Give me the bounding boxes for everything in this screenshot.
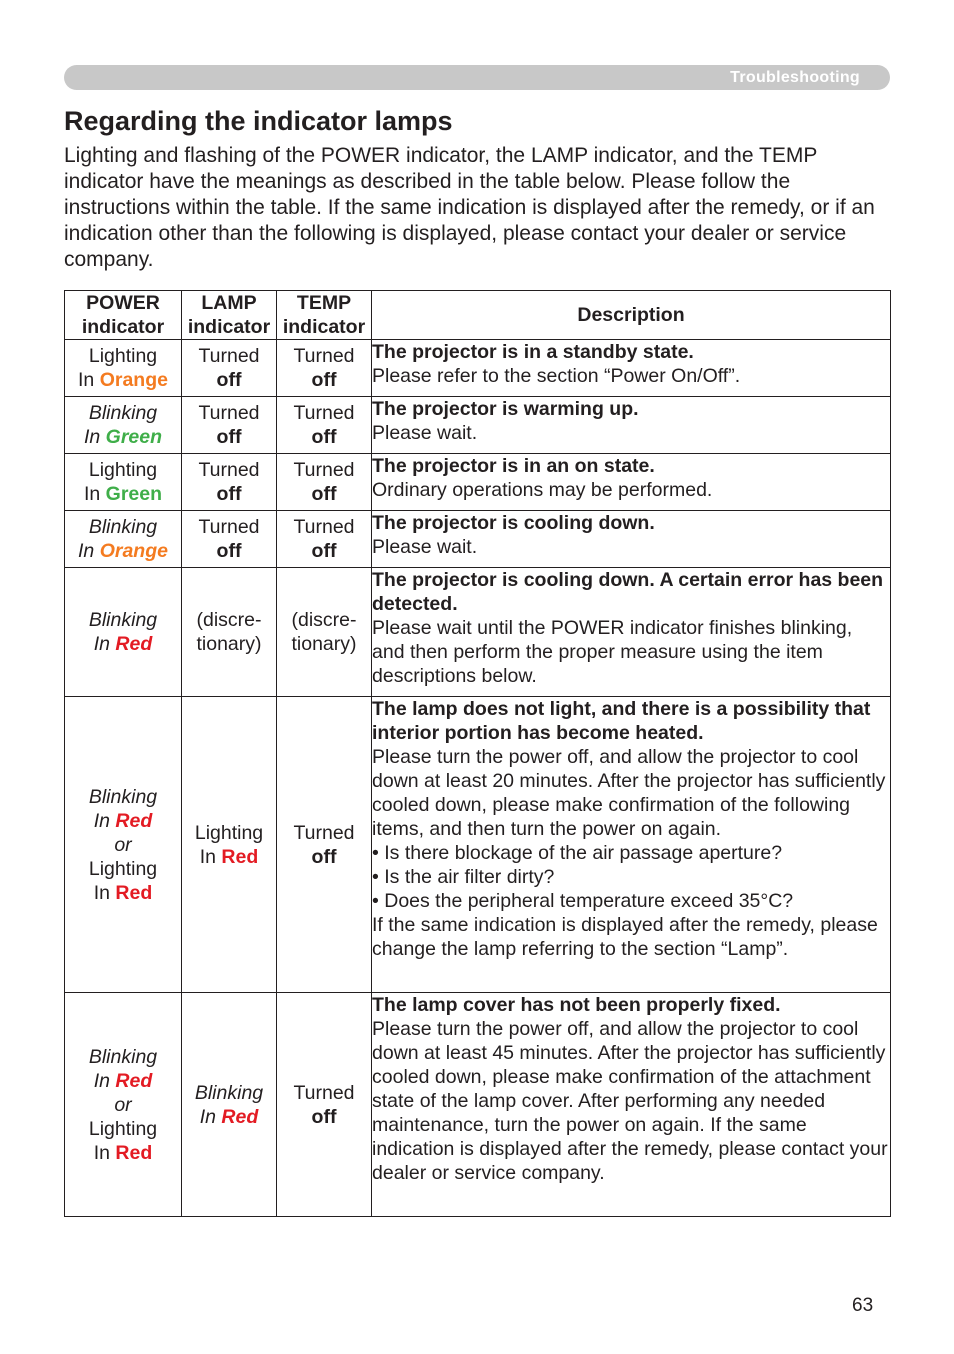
lamp-indicator-cell: Turned off	[182, 397, 277, 454]
column-header-temp: TEMP indicator	[277, 291, 372, 340]
description-body: Please wait.	[372, 422, 478, 444]
description-heading: The projector is warming up.	[372, 398, 639, 420]
description-body: Please turn the power off, and allow the projector to cool down at least 45 minutes. After the projector has sufficiently cooled down, please make confirmation of the attachment state of the lamp cover. After performing any needed maintenance, turn the power on again. If the same indication is displayed after the remedy, please contact your dealer or service company.	[372, 1018, 888, 1184]
description-cell	[372, 511, 891, 568]
section-header-bar	[64, 65, 890, 90]
intro-paragraph: Lighting and flashing of the POWER indicator, the LAMP indicator, and the TEMP indicator have the meanings as described in the table below. Please follow the instructions within the table. If the same indication is displayed after the remedy, or if an indication other than the following is displayed, please contact your dealer or service company.	[64, 144, 875, 271]
description-cell	[372, 697, 891, 993]
power-indicator-cell: Blinking In Red or Lighting In Red	[65, 993, 182, 1217]
description-cell	[372, 397, 891, 454]
temp-indicator-cell: Turned off	[277, 454, 372, 511]
description-heading: The projector is cooling down.	[372, 512, 655, 534]
description-body: Please turn the power off, and allow the projector to cool down at least 20 minutes. After the projector has sufficiently cooled down, please make confirmation of the following items, and then turn the power on again. • Is there blockage of the air passage aperture? • Is the air filter dirty? • Does the peripheral temperature exceed 35°C? If the same indication is displayed after the remedy, please change the lamp referring to the section “Lamp”.	[372, 746, 886, 960]
power-indicator-cell: Lighting In Green	[65, 454, 182, 511]
page-number: 63	[852, 1295, 874, 1316]
lamp-indicator-cell: Turned off	[182, 340, 277, 397]
temp-indicator-cell: Turned off	[277, 397, 372, 454]
description-cell	[372, 454, 891, 511]
description-heading: The projector is in a standby state.	[372, 341, 694, 363]
description-body: Please wait until the POWER indicator finishes blinking, and then perform the proper measure using the item descriptions below.	[372, 617, 853, 687]
description-heading: The projector is cooling down. A certain error has been detected.	[372, 569, 884, 615]
column-header-lamp: LAMP indicator	[182, 291, 277, 340]
power-indicator-cell: Blinking In Red or Lighting In Red	[65, 697, 182, 993]
table-row	[65, 511, 891, 568]
lamp-indicator-cell: Turned off	[182, 511, 277, 568]
table-row	[65, 397, 891, 454]
page-title: Regarding the indicator lamps	[64, 106, 453, 136]
description-cell	[372, 993, 891, 1217]
lamp-indicator-cell: Lighting In Red	[182, 697, 277, 993]
description-body: Please wait.	[372, 536, 478, 558]
lamp-indicator-cell: (discre- tionary)	[182, 568, 277, 697]
temp-indicator-cell: Turned off	[277, 697, 372, 993]
temp-indicator-cell: Turned off	[277, 340, 372, 397]
description-cell	[372, 568, 891, 697]
table-row	[65, 568, 891, 697]
indicator-table	[64, 290, 891, 1217]
section-label: Troubleshooting	[730, 69, 860, 86]
temp-indicator-cell: (discre- tionary)	[277, 568, 372, 697]
power-indicator-cell: Lighting In Orange	[65, 340, 182, 397]
table-row	[65, 993, 891, 1217]
power-indicator-cell: Blinking In Red	[65, 568, 182, 697]
temp-indicator-cell: Turned off	[277, 993, 372, 1217]
table-row	[65, 340, 891, 397]
description-heading: The lamp does not light, and there is a possibility that interior portion has become heated.	[372, 698, 871, 744]
table-row	[65, 454, 891, 511]
table-header-row	[65, 291, 891, 340]
description-heading: The projector is in an on state.	[372, 455, 655, 477]
lamp-indicator-cell: Turned off	[182, 454, 277, 511]
column-header-power: POWER indicator	[65, 291, 182, 340]
column-header-description: Description	[372, 291, 891, 340]
table-row	[65, 697, 891, 993]
description-heading: The lamp cover has not been properly fixed.	[372, 994, 781, 1016]
description-body: Please refer to the section “Power On/Off”.	[372, 365, 741, 387]
power-indicator-cell: Blinking In Orange	[65, 511, 182, 568]
description-body: Ordinary operations may be performed.	[372, 479, 713, 501]
temp-indicator-cell: Turned off	[277, 511, 372, 568]
lamp-indicator-cell: Blinking In Red	[182, 993, 277, 1217]
power-indicator-cell: Blinking In Green	[65, 397, 182, 454]
description-cell	[372, 340, 891, 397]
